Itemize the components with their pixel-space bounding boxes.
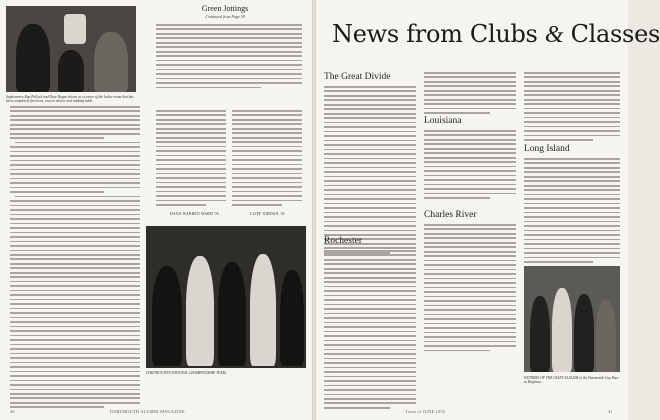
section-great-divide: The Great Divide — [324, 72, 391, 82]
locker-room-caption: Sophomores Rap Pollock and Dave Regan shown in a corner of the locker room that has been completely fitted out, even to shaver and rubbing table. — [6, 95, 134, 104]
page-number-right: 41 — [608, 409, 613, 414]
right-column-text-top — [156, 24, 302, 91]
folio-title-right: Issue of JUNE 1955 — [406, 409, 446, 414]
left-page — [0, 0, 312, 420]
middle-column-text — [156, 110, 226, 209]
rochester-text — [324, 250, 416, 411]
continued-note: Continued from Page 38 — [205, 14, 245, 19]
ski-winners-photo — [524, 266, 620, 372]
team-photo — [146, 226, 306, 368]
page-title — [332, 20, 660, 49]
byline-ward: DANA WARREN WARD '55 — [170, 212, 220, 216]
folio-title-left: DARTMOUTH ALUMNI MAGAZINE — [110, 409, 185, 414]
page-number-left: 40 — [10, 409, 15, 414]
right-column-top — [524, 72, 620, 144]
column-heading: Green Jottings — [201, 4, 249, 13]
section-long-island: Long Island — [524, 144, 570, 154]
right-page — [316, 0, 660, 420]
section-rochester: Rochester — [324, 236, 362, 246]
team-photo-caption: DARTMOUTH'S NATIONAL CHAMPIONSHIP TEAM... — [146, 371, 229, 375]
section-charles-river: Charles River — [424, 210, 477, 220]
title-main: News from Clubs — [332, 20, 545, 48]
middle-column-top — [424, 72, 516, 117]
title-ampersand: & — [544, 22, 564, 48]
long-island-text — [524, 158, 620, 266]
locker-room-photo — [6, 6, 136, 92]
louisiana-text — [424, 130, 516, 202]
byline-jordan: CLIFF JORDAN '45 — [250, 212, 285, 216]
title-end: Classes — [563, 20, 660, 48]
far-column-text — [232, 110, 302, 209]
great-divide-text — [324, 86, 416, 256]
charles-river-text — [424, 224, 516, 354]
section-louisiana: Louisiana — [424, 116, 462, 126]
left-column-text — [10, 106, 140, 411]
ski-photo-caption: WINNERS OF THE GIANT SLALOM in the Dartmouth Cup Race at Brighton... — [524, 376, 619, 385]
